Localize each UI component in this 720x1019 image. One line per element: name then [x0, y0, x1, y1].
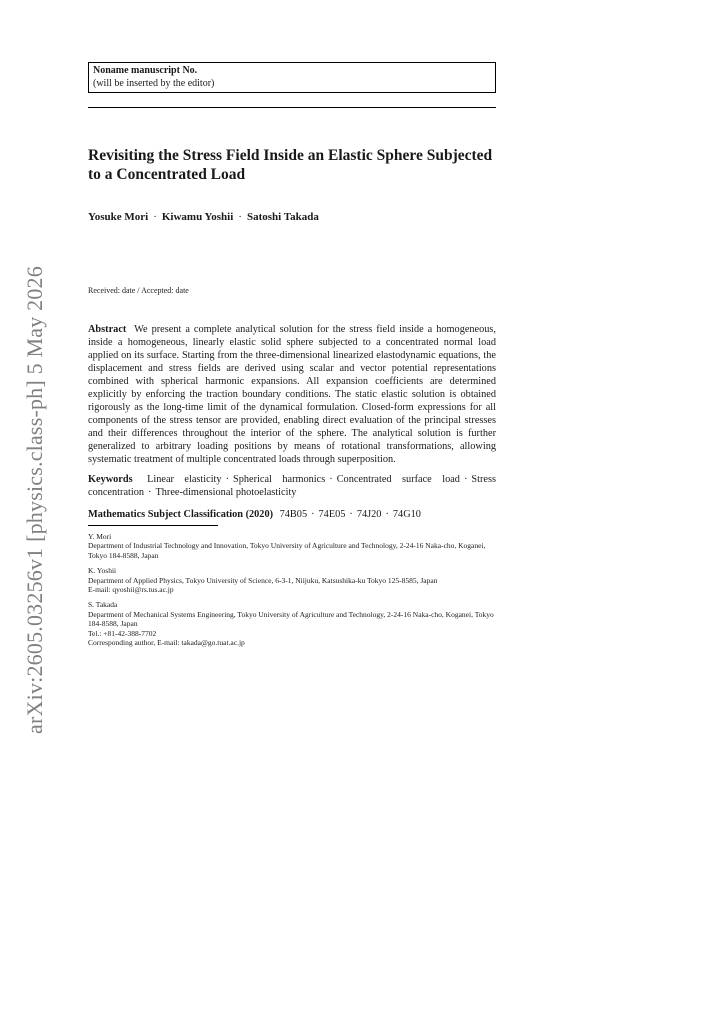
manuscript-line: Noname manuscript No.: [93, 65, 198, 76]
keywords-label: Keywords: [88, 474, 133, 486]
keyword: Stress concentration: [88, 474, 496, 499]
author-separator: ·: [238, 210, 242, 223]
msc-code: 74J20: [356, 509, 382, 521]
keyword: Spherical harmonics: [233, 474, 326, 486]
affiliation-block: [88, 532, 496, 560]
editor-note: (will be inserted by the editor): [93, 77, 215, 89]
keywords-section: Keywords Linear elasticity · Spherical harmonics · Concentrated surface load · Stress concentration · Three-dimensional photoelasticity: [88, 474, 496, 499]
affiliation-name: Y. Mori: [88, 532, 112, 542]
affiliation-email: E-mail: qyoshii@rs.tus.ac.jp: [88, 585, 174, 595]
author-name: Kiwamu Yoshii: [161, 210, 234, 223]
affiliation-block: [88, 600, 496, 647]
paper-title: Revisiting the Stress Field Inside an Elastic Sphere Subjected to a Concentrated Load: [88, 147, 493, 184]
manuscript-box: [88, 62, 496, 93]
author-list: [88, 210, 496, 224]
top-rule: [88, 107, 496, 108]
keyword: Linear elasticity: [147, 474, 222, 486]
arxiv-stamp: [20, 250, 50, 750]
affiliation-line: Department of Applied Physics, Tokyo University of Science, 6-3-1, Niijuku, Katsushika-ku Tokyo 125-8585, Japan: [88, 575, 438, 585]
author-separator: ·: [153, 210, 157, 223]
abstract-text: We present a complete analytical solution for the stress field inside a homogeneous, inside a homogeneous, linearly elastic solid sphere subjected to a concentrated normal load applied on its surface. Starting from the three-dimensional linearized elastodynamic equations, the displacement and stress fields are derived using scalar and vector potential representations combined with spherical harmonic expansions. All expansion coefficients are determined explicitly by enforcing the traction boundary conditions. The static elastic solution is obtained rigorously as the long-time limit of the dynamical formulation. Closed-form expressions for all components of the stress tensor are provided, enabling direct evaluation of the principal stresses and their differences throughout the interior of the sphere. The analytical solution is further generalized to arbitrary loading positions by means of rotational transformations, allowing systematic treatment of multiple concentrated loads through superposition.: [88, 324, 497, 466]
affiliation-phone: Tel.: +81-42-388-7702: [88, 628, 157, 638]
msc-code: 74B05: [279, 509, 308, 521]
msc-section: Mathematics Subject Classification (2020) 74B05 · 74E05 · 74J20 · 74G10: [88, 509, 421, 521]
arxiv-id: arXiv:2605.03256v1 [physics.class-ph] 5 May 2026: [22, 266, 47, 734]
affiliation-block: [88, 566, 496, 594]
keyword: Concentrated surface load: [336, 474, 460, 486]
affiliation-name: S. Takada: [88, 600, 118, 610]
footnote-rule: [88, 525, 218, 526]
author-name: Yosuke Mori: [88, 210, 149, 223]
msc-code: 74G10: [392, 509, 421, 521]
keyword: Three-dimensional photoelasticity: [155, 487, 297, 499]
msc-code: 74E05: [318, 509, 346, 521]
abstract-section: [88, 323, 496, 466]
msc-label: Mathematics Subject Classification (2020): [88, 509, 274, 521]
affiliation-email: Corresponding author, E-mail: takada@go.tuat.ac.jp: [88, 638, 245, 648]
affiliation-name: K. Yoshii: [88, 566, 117, 576]
paper-page: [88, 62, 496, 648]
affiliation-line: Department of Industrial Technology and Innovation, Tokyo University of Agriculture and Technology, 2-24-16 Naka-cho, Koganei, Tokyo 184-8588, Japan: [88, 541, 486, 560]
received-date: Received: date / Accepted: date: [88, 286, 189, 296]
author-name: Satoshi Takada: [246, 210, 319, 223]
affiliation-line: Department of Mechanical Systems Engineering, Tokyo University of Agriculture and Technology, 2-24-16 Naka-cho, Koganei, Tokyo 184-8588, Japan: [88, 609, 494, 629]
abstract-label: Abstract: [88, 324, 127, 336]
